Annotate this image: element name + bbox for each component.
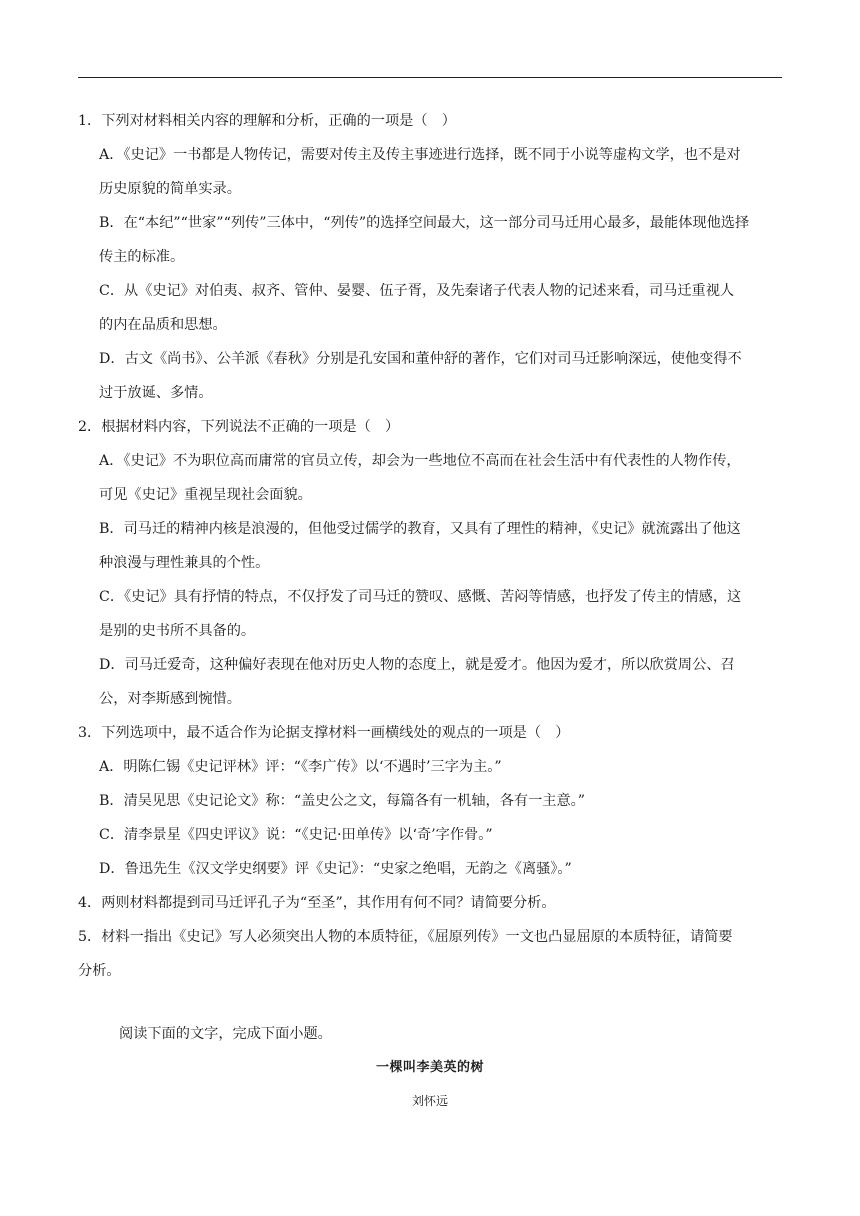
question-5-continued: 分析。 xyxy=(78,963,121,979)
question-3-option-c: C．清李景星《四史评议》说：“《史记·田单传》以‘奇’字作骨。” xyxy=(99,827,493,843)
question-1-option-b: B．在“本纪”“世家”“列传”三体中，“列传”的选择空间最大，这一部分司马迁用心最多，最能体现他选择 传主的标准。 xyxy=(99,215,750,265)
question-1: 1．下列对材料相关内容的理解和分析，正确的一项是（ ） xyxy=(78,113,456,129)
question-3-option-b: B．清吴见思《史记论文》称：“盖史公之文，每篇各有一机轴，各有一主意。” xyxy=(99,793,586,809)
question-2-option-d: D．司马迁爱奇，这种偏好表现在他对历史人物的态度上，就是爱才。他因为爱才，所以欣赏周公、召 公，对李斯感到惋惜。 xyxy=(99,657,735,707)
header-rule xyxy=(78,77,782,78)
question-1-option-a: A．《史记》一书都是人物传记，需要对传主及传主事迹进行选择，既不同于小说等虚构文学，也不是对 历史原貌的简单实录。 xyxy=(99,147,741,197)
question-3: 3．下列选项中，最不适合作为论据支撑材料一画横线处的观点的一项是（ ） xyxy=(78,725,570,741)
question-2: 2．根据材料内容，下列说法不正确的一项是（ ） xyxy=(78,419,400,435)
story-author: 刘怀远 xyxy=(411,1094,448,1108)
question-2-option-a: A．《史记》不为职位高而庸常的官员立传，却会为一些地位不高而在社会生活中有代表性的人物作传， 可见《史记》重视呈现社会面貌。 xyxy=(99,453,741,503)
question-1-option-c: C．从《史记》对伯夷、叔齐、管仲、晏婴、伍子胥，及先秦诸子代表人物的记述来看，司马迁重视人 的内在品质和思想。 xyxy=(99,283,735,333)
question-3-option-d: D．鲁迅先生《汉文学史纲要》评《史记》：“史家之绝唱，无韵之《离骚》。” xyxy=(99,861,572,877)
question-5: 5．材料一指出《史记》写人必须突出人物的本质特征，《屈原列传》一文也凸显屈原的本质特征，请简要 xyxy=(78,929,733,945)
question-1-option-d: D．古文《尚书》、公羊派《春秋》分别是孔安国和董仲舒的著作，它们对司马迁影响深远，使他变得不 过于放诞、多情。 xyxy=(99,351,742,401)
question-3-option-a: A．明陈仁锡《史记评林》评：“《李广传》以‘不遇时’三字为主。” xyxy=(99,759,502,775)
question-list xyxy=(78,108,784,984)
story-title: 一棵叫李美英的树 xyxy=(375,1060,484,1075)
question-4: 4．两则材料都提到司马迁评孔子为“至圣”，其作用有何不同？请简要分析。 xyxy=(78,895,556,911)
question-2-option-b: B．司马迁的精神内核是浪漫的，但他受过儒学的教育，又具有了理性的精神，《史记》就流露出了他这 种浪漫与理性兼具的个性。 xyxy=(99,521,741,571)
question-2-option-c: C．《史记》具有抒情的特点，不仅抒发了司马迁的赞叹、感慨、苦闷等情感，也抒发了传主的情感，这 是别的史书所不具备的。 xyxy=(99,589,742,639)
reading-instruction: 阅读下面的文字，完成下面小题。 xyxy=(119,1026,332,1042)
